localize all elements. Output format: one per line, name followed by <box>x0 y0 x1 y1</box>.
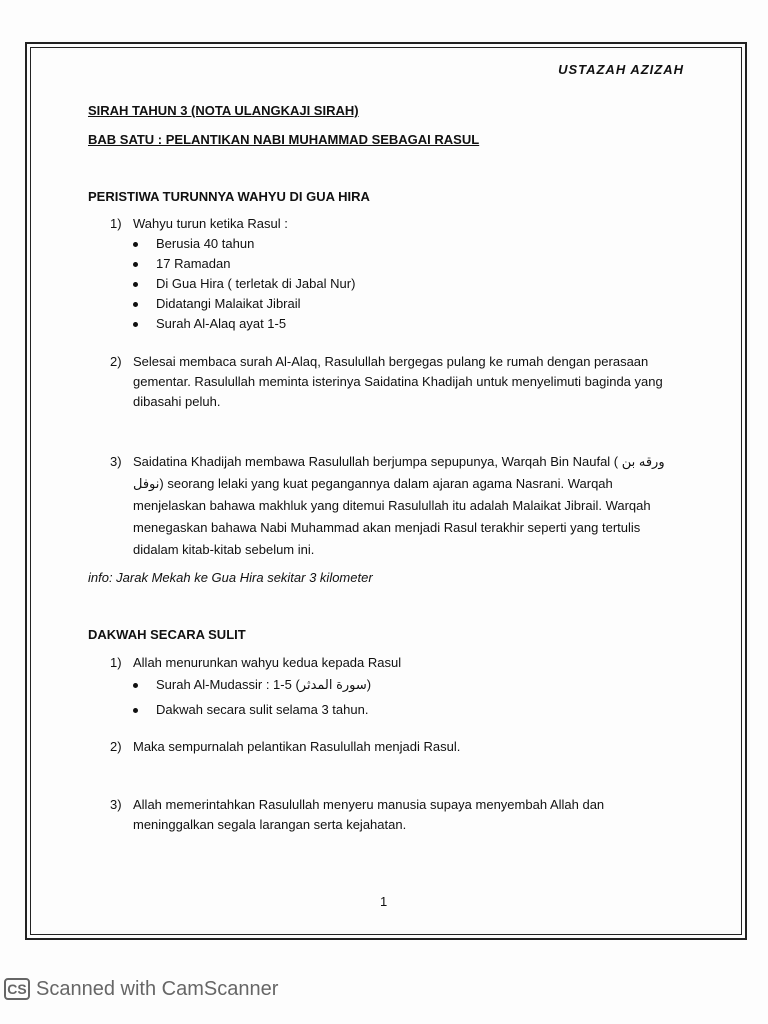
scanner-watermark <box>4 975 278 1003</box>
list-item-text: Saidatina Khadijah membawa Rasulullah berjumpa sepupunya, Warqah Bin Naufal ( ورقه بن نوفل) seorang lelaki yang kuat pegangannya dalam ajaran agama Nasrani. Warqah menjelaskan bahawa makhluk yang ditemui Rasulullah itu adalah Malaikat Jibrail. Warqah menegaskan bahawa Nabi Muhammad akan menjadi Rasul terakhir seperti yang tertulis didalam kitab-kitab sebelum ini. <box>133 454 665 557</box>
page-number: 1 <box>380 894 388 909</box>
list-item <box>110 653 678 673</box>
list-item-text: Wahyu turun ketika Rasul : <box>133 216 288 231</box>
bullet-item: Didatangi Malaikat Jibrail <box>133 294 355 314</box>
bullet-item: Surah Al-Mudassir : 1-5 (سورة المدثر) <box>133 675 371 700</box>
chapter-title: BAB SATU : PELANTIKAN NABI MUHAMMAD SEBAGAI RASUL <box>88 132 480 147</box>
list-item <box>110 737 678 757</box>
list-item-number: 1) <box>110 216 122 231</box>
list-item <box>110 451 678 561</box>
scanner-watermark-text: Scanned with CamScanner <box>36 977 279 1000</box>
document-title: SIRAH TAHUN 3 (NOTA ULANGKAJI SIRAH) <box>88 103 359 118</box>
list-item-text: Maka sempurnalah pelantikan Rasulullah menjadi Rasul. <box>133 739 461 754</box>
bullet-item: Surah Al-Alaq ayat 1-5 <box>133 314 355 334</box>
list-item-text: Selesai membaca surah Al-Alaq, Rasulullah bergegas pulang ke rumah dengan perasaan gementar. Rasulullah meminta isterinya Saidatina Khadijah untuk menyelimuti baginda yang dibasahi peluh. <box>133 354 663 409</box>
list-item-number: 3) <box>110 454 122 469</box>
bullet-list <box>133 234 355 334</box>
bullet-item: Dakwah secara sulit selama 3 tahun. <box>133 700 371 720</box>
list-item-number: 3) <box>110 797 122 812</box>
bullet-list <box>133 675 371 720</box>
bullet-item: Di Gua Hira ( terletak di Jabal Nur) <box>133 274 355 294</box>
list-item-number: 2) <box>110 354 122 369</box>
list-item-text: Allah menurunkan wahyu kedua kepada Rasul <box>133 655 402 670</box>
list-item <box>110 352 678 412</box>
author-name: USTAZAH AZIZAH <box>558 62 684 77</box>
info-note: info: Jarak Mekah ke Gua Hira sekitar 3 kilometer <box>88 570 373 585</box>
section-heading-dakwah: DAKWAH SECARA SULIT <box>88 627 246 642</box>
camscanner-logo-icon: CS <box>4 978 30 1000</box>
list-item-number: 2) <box>110 739 122 754</box>
list-item-number: 1) <box>110 655 122 670</box>
list-item <box>110 795 678 835</box>
bullet-item: Berusia 40 tahun <box>133 234 355 254</box>
bullet-item: 17 Ramadan <box>133 254 355 274</box>
list-item <box>110 214 678 234</box>
section-heading-wahyu: PERISTIWA TURUNNYA WAHYU DI GUA HIRA <box>88 189 370 204</box>
list-item-text: Allah memerintahkan Rasulullah menyeru manusia supaya menyembah Allah dan meninggalkan segala larangan serta kejahatan. <box>133 797 605 832</box>
